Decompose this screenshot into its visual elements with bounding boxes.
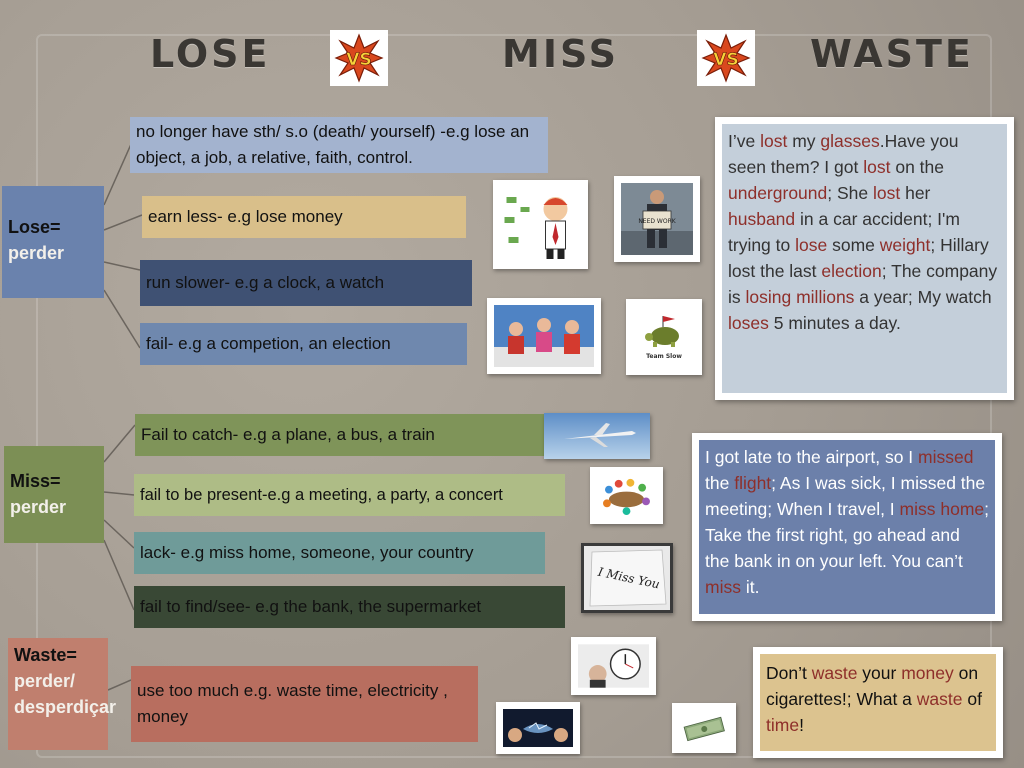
team-slow-caption: Team Slow <box>646 353 682 360</box>
turtle-icon <box>633 306 695 368</box>
example-text: ; The company is <box>728 261 998 307</box>
lightning-hands-icon <box>503 709 573 747</box>
i-miss-you-photo <box>581 543 673 613</box>
example-text: I’ve <box>728 131 761 151</box>
example-text: my <box>787 131 821 151</box>
example-text: 5 minutes a day. <box>768 313 901 333</box>
highlighted-word: loses <box>728 313 769 333</box>
miss-meaning-4: fail to find/see- e.g the bank, the supermarket <box>134 586 565 628</box>
vs-burst-icon <box>700 33 752 83</box>
vs-text-1: VS <box>346 50 372 70</box>
kids-competition-photo <box>487 298 601 374</box>
unemployed-man-icon <box>621 183 693 255</box>
money-bills-photo <box>672 703 736 753</box>
miss-heading-translation: perder <box>10 497 67 517</box>
highlighted-word: money <box>901 663 954 683</box>
miss-you-note-icon <box>584 546 670 610</box>
miss-you-note-text: I Miss You <box>596 564 661 592</box>
title-waste: WASTE <box>810 32 974 76</box>
need-work-sign-text: NEED WORK <box>638 218 676 225</box>
highlighted-word: flight <box>734 473 772 493</box>
example-text: ; Take the first right, go ahead and the bank in on your left. You can’t <box>705 499 990 571</box>
team-slow-photo <box>626 299 702 375</box>
highlighted-word: underground <box>728 183 828 203</box>
highlighted-word: lost <box>863 157 891 177</box>
highlighted-word: lost <box>760 131 788 151</box>
lose-examples-text <box>722 124 1007 393</box>
example-text: a year; My watch <box>854 287 992 307</box>
example-text: your <box>857 663 902 683</box>
electricity-photo <box>496 702 580 754</box>
example-text: ; As I was sick, I missed the meeting; When I travel, I <box>705 473 986 519</box>
money-loss-photo <box>493 180 588 269</box>
highlighted-word: lost <box>872 183 901 203</box>
need-work-photo <box>614 176 700 262</box>
vs-badge-2 <box>697 30 755 86</box>
clock-photo <box>571 637 656 695</box>
highlighted-word: election <box>821 261 882 281</box>
lose-meaning-3: run slower- e.g a clock, a watch <box>140 260 472 306</box>
miss-heading-word: Miss= <box>10 471 61 491</box>
vs-text-2: VS <box>713 50 739 70</box>
lose-heading-translation: perder <box>8 243 65 263</box>
example-text: I got late to the airport, so I <box>705 447 919 467</box>
cash-stack-icon <box>679 710 729 746</box>
miss-heading-box <box>4 446 104 543</box>
highlighted-word: waste <box>916 689 963 709</box>
highlighted-word: waste <box>811 663 858 683</box>
lose-examples-card <box>715 117 1014 400</box>
miss-examples-card <box>692 433 1002 621</box>
lose-heading-word: Lose= <box>8 217 61 237</box>
miss-meaning-2: fail to be present-e.g a meeting, a party, a concert <box>134 474 565 516</box>
waste-heading-word: Waste= <box>14 645 77 665</box>
highlighted-word: time <box>766 715 800 735</box>
example-text: her <box>900 183 931 203</box>
example-text: it. <box>740 577 760 597</box>
waste-meaning-1: use too much e.g. waste time, electricity , money <box>131 666 478 742</box>
lose-meaning-2: earn less- e.g lose money <box>142 196 466 238</box>
example-text: ; Hillary lost the last <box>728 235 989 281</box>
example-text: Don’t <box>766 663 812 683</box>
waste-examples-text <box>760 654 996 751</box>
money-flying-icon <box>500 187 581 262</box>
highlighted-word: weight <box>879 235 931 255</box>
title-lose: LOSE <box>150 32 271 76</box>
highlighted-word: husband <box>728 209 796 229</box>
miss-meaning-1: Fail to catch- e.g a plane, a bus, a train <box>135 414 547 456</box>
example-text: of <box>962 689 982 709</box>
example-text: ! <box>799 715 804 735</box>
example-text: .Have you seen them? I got <box>728 131 959 177</box>
vs-burst-icon <box>333 33 385 83</box>
waste-heading-box <box>8 638 117 750</box>
lose-meaning-4: fail- e.g a competion, an election <box>140 323 467 365</box>
example-text: in a car accident; I'm trying to <box>728 209 960 255</box>
highlighted-word: miss <box>705 577 741 597</box>
sad-kids-icon <box>494 305 594 367</box>
lose-meaning-1: no longer have sth/ s.o (death/ yourself) -e.g lose an object, a job, a relative, faith, control. <box>130 117 548 173</box>
example-text: ; She <box>827 183 873 203</box>
miss-examples-text <box>699 440 995 614</box>
example-text: some <box>827 235 880 255</box>
title-miss: MISS <box>502 32 619 76</box>
example-text: on the <box>890 157 944 177</box>
highlighted-word: glasses <box>820 131 880 151</box>
highlighted-word: lose <box>795 235 828 255</box>
meeting-people-icon <box>597 474 656 517</box>
lose-heading-box <box>2 186 104 298</box>
highlighted-word: losing millions <box>745 287 855 307</box>
airplane-icon <box>544 413 650 459</box>
highlighted-word: missed <box>918 447 974 467</box>
highlighted-word: miss home <box>899 499 985 519</box>
waste-examples-card <box>753 647 1003 758</box>
vs-badge-1 <box>330 30 388 86</box>
miss-meaning-3: lack- e.g miss home, someone, your country <box>134 532 545 574</box>
example-text: on cigarettes!; What a <box>766 663 979 709</box>
clock-icon <box>578 644 649 688</box>
waste-heading-translation: perder/ desperdiçar <box>14 671 117 717</box>
meeting-photo <box>590 467 663 524</box>
airplane-photo <box>544 413 650 459</box>
example-text: the <box>705 473 735 493</box>
